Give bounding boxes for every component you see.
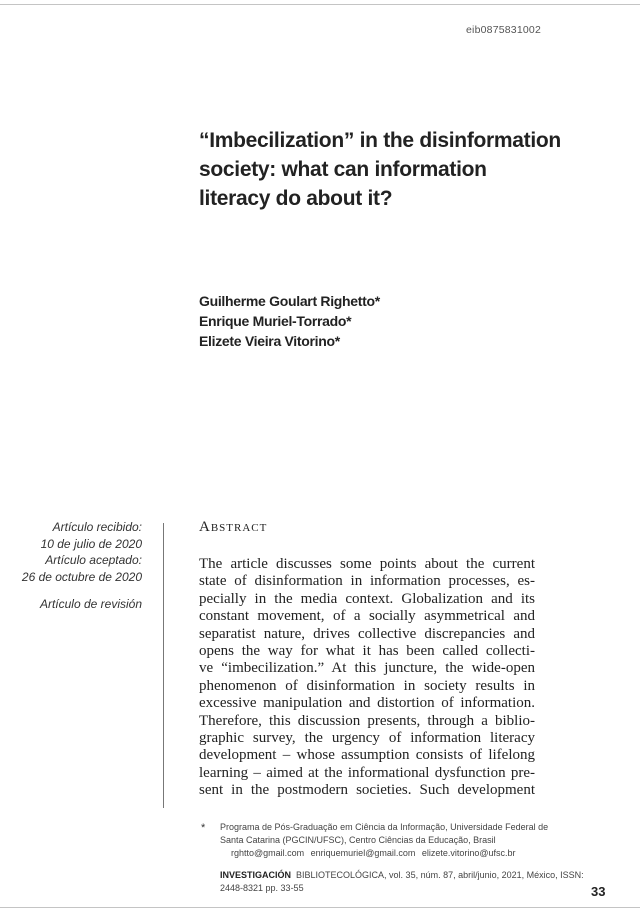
- sidebar-divider: [163, 523, 164, 808]
- abstract-line: opens the way for what it has been called collecti-: [199, 643, 535, 660]
- abstract-line: state of disinformation in information processes, es-: [199, 573, 535, 590]
- accepted-date: 26 de octubre de 2020: [21, 569, 142, 584]
- abstract-line: development – whose assumption consists of lifelong: [199, 747, 535, 764]
- footnote-marker: *: [201, 822, 206, 834]
- title-line: society: what can information: [199, 158, 487, 181]
- article-type: Artículo de revisión: [39, 597, 142, 612]
- top-rule: [0, 4, 640, 5]
- author-emails: rghtto@gmail.com enriquemuriel@gmail.com elizete.vitorino@ufsc.br: [231, 848, 516, 858]
- author-name: Elizete Vieira Vitorino*: [199, 333, 340, 349]
- journal-citation: [220, 869, 584, 895]
- article-title: [199, 126, 619, 213]
- abstract-line: constant movement, of a socially asymmetrical and: [199, 608, 535, 625]
- received-date: 10 de julio de 2020: [40, 536, 142, 551]
- abstract-line: Therefore, this discussion presents, through a biblio-: [199, 712, 535, 729]
- title-line: literacy do about it?: [199, 187, 393, 210]
- received-label: Artículo recibido:: [52, 520, 142, 534]
- affiliation-footnote: [220, 821, 549, 860]
- footnote-line: Santa Catarina (PGCIN/UFSC), Centro Ciências da Educação, Brasil: [220, 835, 496, 845]
- abstract-line: The article discusses some points about the current: [199, 556, 535, 572]
- abstract-line: graphic survey, the urgency of information literacy: [199, 730, 535, 747]
- article-dates-sidebar: [10, 519, 142, 613]
- document-id: eib0875831002: [466, 24, 542, 36]
- journal-details: BIBLIOTECOLÓGICA, vol. 35, núm. 87, abril/junio, 2021, México, ISSN:: [296, 870, 584, 880]
- accepted-label: Artículo aceptado:: [45, 553, 142, 568]
- journal-pages: 2448-8321 pp. 33-55: [220, 883, 304, 893]
- abstract-line: phenomenon of disinformation in society results in: [199, 677, 535, 694]
- abstract-line: sent in the postmodern societies. Such development: [199, 782, 535, 799]
- author-name: Guilherme Goulart Righetto*: [199, 293, 380, 309]
- bottom-rule: [0, 907, 640, 908]
- author-list: [199, 291, 579, 351]
- abstract-line: excessive manipulation and distortion of information.: [199, 695, 535, 712]
- author-name: Enrique Muriel-Torrado*: [199, 313, 352, 329]
- journal-name: INVESTIGACIÓN: [220, 870, 292, 880]
- footnote-line: Programa de Pós-Graduação em Ciência da Informação, Universidade Federal de: [220, 822, 549, 832]
- abstract-text: [199, 556, 535, 800]
- abstract-line: learning – aimed at the informational dysfunction pre-: [199, 764, 535, 781]
- abstract-line: separatist nature, drives collective discrepancies and: [199, 625, 535, 642]
- abstract-line: ve “imbecilization.” At this juncture, the wide-open: [199, 660, 535, 677]
- title-line: “Imbecilization” in the disinformation: [199, 129, 561, 152]
- abstract-heading: Abstract: [199, 519, 268, 535]
- page-number: 33: [591, 884, 606, 899]
- abstract-line: pecially in the media context. Globalization and its: [199, 590, 535, 607]
